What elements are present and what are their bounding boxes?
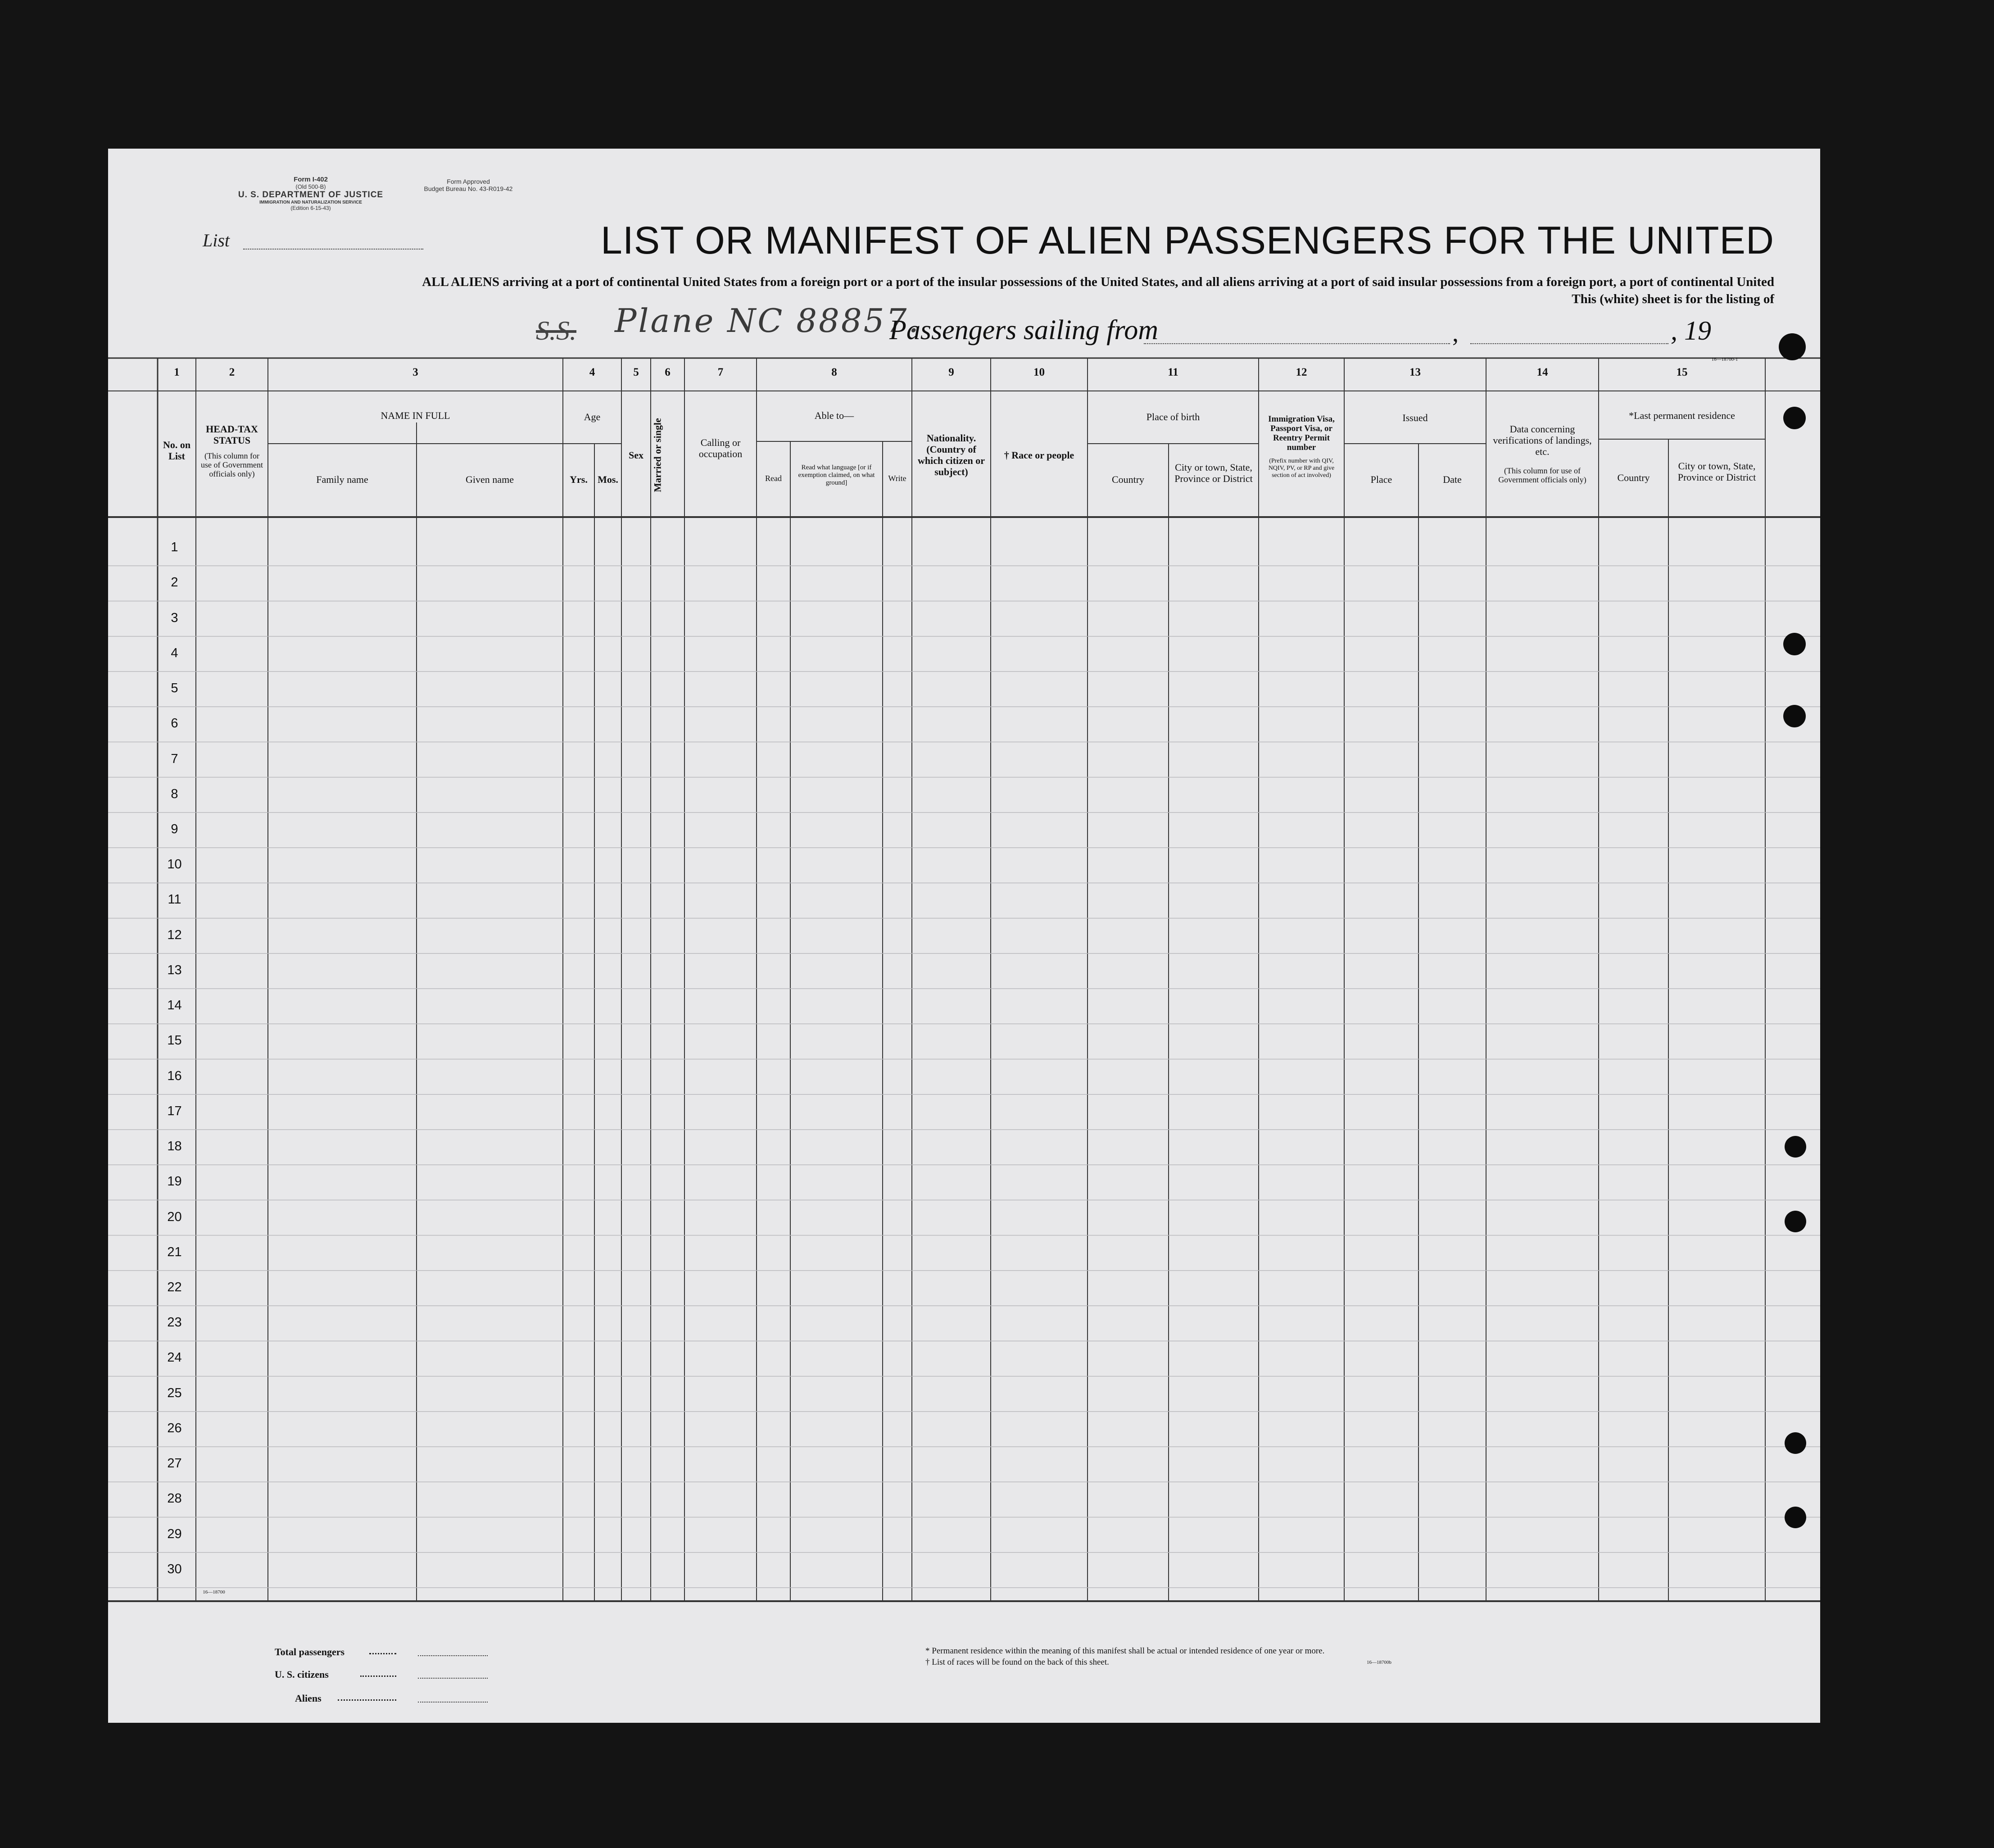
header-yrs: Yrs.	[570, 474, 588, 485]
header-visa-note: (Prefix number with QIV, NQIV, PV, or RP and give section of act involved)	[1268, 458, 1335, 479]
header-issued: Issued	[1402, 412, 1428, 423]
row-number: 8	[171, 786, 178, 801]
column-number: 1	[174, 366, 180, 378]
year-prefix: , 19	[1671, 316, 1711, 345]
header-read: Read	[765, 474, 782, 483]
binder-hole-icon	[1785, 1211, 1806, 1232]
column-number: 13	[1409, 366, 1421, 378]
header-given-name: Given name	[466, 474, 514, 485]
row-number: 10	[167, 857, 182, 872]
edition-date: (Edition 6-15-43)	[290, 205, 331, 211]
header-residence-city: City or town, State, Province or District	[1677, 460, 1756, 483]
binder-hole-icon	[1783, 705, 1806, 727]
footnote-races: † List of races will be found on the back of this sheet.	[925, 1657, 1109, 1667]
column-number: 8	[831, 366, 837, 378]
row-number: 21	[167, 1244, 182, 1259]
column-number: 6	[665, 366, 671, 378]
row-number: 20	[167, 1209, 182, 1224]
header-read-what-language: Read what language [or if exemption claimed, on what ground]	[798, 464, 875, 486]
row-number: 22	[167, 1280, 182, 1295]
column-number: 4	[589, 366, 595, 378]
manifest-sheet	[108, 149, 1820, 1723]
row-number: 16	[167, 1068, 182, 1083]
header-calling-or-occupation: Calling or occupation	[698, 437, 743, 459]
vessel-name-handwritten: Plane NC 88857.	[615, 302, 921, 340]
column-number: 2	[229, 366, 235, 378]
binder-hole-icon	[1783, 407, 1806, 429]
sailing-comma: ,	[1452, 319, 1459, 347]
row-number: 18	[167, 1139, 182, 1154]
row-number: 1	[171, 540, 178, 555]
header-mos: Mos.	[598, 474, 618, 485]
row-number: 26	[167, 1421, 182, 1435]
dot-leader	[360, 1675, 396, 1677]
total-passengers-field[interactable]	[418, 1655, 488, 1656]
header-sex: Sex	[629, 450, 644, 461]
binder-hole-icon	[1783, 633, 1806, 655]
footer-print-code: 16—18700b	[1367, 1660, 1391, 1665]
row-number: 29	[167, 1526, 182, 1541]
header-data-concerning: Data concerning verifications of landings, etc.	[1493, 423, 1592, 457]
aliens-field[interactable]	[418, 1702, 488, 1703]
header-family-name: Family name	[316, 474, 368, 485]
header-head-tax-status: HEAD-TAX STATUS	[206, 423, 258, 446]
header-data-note: (This column for use of Government officials only)	[1498, 466, 1586, 484]
binder-hole-icon	[1785, 1432, 1806, 1454]
row-number: 28	[167, 1491, 182, 1506]
list-label: List	[203, 230, 230, 250]
header-nationality: Nationality. (Country of which citizen or subject)	[917, 432, 985, 477]
header-place-of-birth: Place of birth	[1146, 411, 1200, 422]
column-number: 7	[717, 366, 724, 378]
row-number: 25	[167, 1385, 182, 1400]
header-head-tax-note: (This column for use of Government officials only)	[201, 451, 263, 478]
row-number: 15	[167, 1033, 182, 1048]
column-number: 5	[633, 366, 639, 378]
header-name-in-full: NAME IN FULL	[381, 410, 450, 421]
header-married-or-single: Married or single	[652, 418, 663, 492]
form-approved-text: Form Approved	[447, 178, 490, 185]
header-immigration-visa: Immigration Visa, Passport Visa, or Reentry Permit number	[1268, 414, 1335, 452]
column-number: 9	[948, 366, 954, 378]
column-number: 10	[1033, 366, 1045, 378]
column-number: 11	[1168, 366, 1178, 378]
header-no-on-list: No. on List	[163, 439, 191, 462]
column-number: 14	[1536, 366, 1548, 378]
dot-leader	[369, 1653, 396, 1654]
department-name: U. S. DEPARTMENT OF JUSTICE	[238, 190, 384, 200]
header-birth-city: City or town, State, Province or District	[1174, 462, 1253, 484]
print-code-top: 16—18700-1	[1711, 357, 1738, 362]
header-issued-place: Place	[1370, 474, 1392, 485]
column-number: 12	[1296, 366, 1307, 378]
dot-leader	[338, 1699, 396, 1701]
page-title: LIST OR MANIFEST OF ALIEN PASSENGERS FOR THE UNITED	[600, 219, 1774, 262]
total-passengers-label: Total passengers	[275, 1646, 345, 1657]
row-number: 13	[167, 963, 182, 977]
header-residence-country: Country	[1617, 472, 1650, 483]
subtitle-line-1: ALL ALIENS arriving at a port of continental United States from a foreign port or a port of the insular possessions of the United States, and all aliens arriving at a port of said insular possessions from a foreign port, a port of continental United	[422, 275, 1774, 289]
budget-bureau-number: Budget Bureau No. 43-R019-42	[424, 185, 513, 192]
footnote-permanent-residence: * Permanent residence within the meaning of this manifest shall be actual or intended residence of one year or more.	[925, 1646, 1325, 1656]
subtitle-line-2: This (white) sheet is for the listing of	[1572, 292, 1774, 306]
column-number: 15	[1676, 366, 1688, 378]
binder-hole-icon	[1779, 333, 1806, 360]
sailing-from-label: Passengers sailing from	[889, 315, 1159, 345]
binder-hole-icon	[1785, 1136, 1806, 1158]
manifest-grid	[108, 149, 1820, 1723]
row-number: 23	[167, 1315, 182, 1330]
vessel-prefix: S.S.	[536, 316, 576, 345]
us-citizens-label: U. S. citizens	[275, 1669, 329, 1680]
header-write: Write	[888, 474, 906, 483]
row-number: 27	[167, 1456, 182, 1471]
row-number: 3	[171, 610, 178, 625]
header-age: Age	[584, 411, 601, 422]
row-number: 14	[167, 998, 182, 1013]
row-number: 6	[171, 716, 178, 731]
us-citizens-field[interactable]	[418, 1678, 488, 1679]
row-number: 30	[167, 1562, 182, 1576]
row-number: 9	[171, 822, 178, 836]
row-number: 17	[167, 1103, 182, 1118]
header-race-or-people: † Race or people	[1004, 450, 1074, 461]
binder-hole-icon	[1785, 1507, 1806, 1528]
print-code-bottom: 16—18700	[203, 1589, 225, 1595]
row-number: 2	[171, 575, 178, 590]
row-number: 12	[167, 927, 182, 942]
column-number: 3	[412, 366, 418, 378]
form-number: Form I-402	[294, 176, 328, 183]
header-issued-date: Date	[1443, 474, 1462, 485]
header-last-residence: *Last permanent residence	[1629, 410, 1735, 421]
row-number: 11	[168, 892, 181, 907]
header-birth-country: Country	[1111, 474, 1145, 485]
row-number: 24	[167, 1350, 182, 1365]
row-number: 7	[171, 751, 178, 766]
header-able-to: Able to—	[814, 410, 854, 421]
row-number: 4	[171, 645, 178, 660]
old-form-number: (Old 500-B)	[295, 183, 326, 190]
aliens-label: Aliens	[295, 1693, 322, 1704]
row-number: 5	[171, 681, 178, 696]
service-name: IMMIGRATION AND NATURALIZATION SERVICE	[259, 200, 362, 205]
row-number: 19	[167, 1174, 182, 1189]
